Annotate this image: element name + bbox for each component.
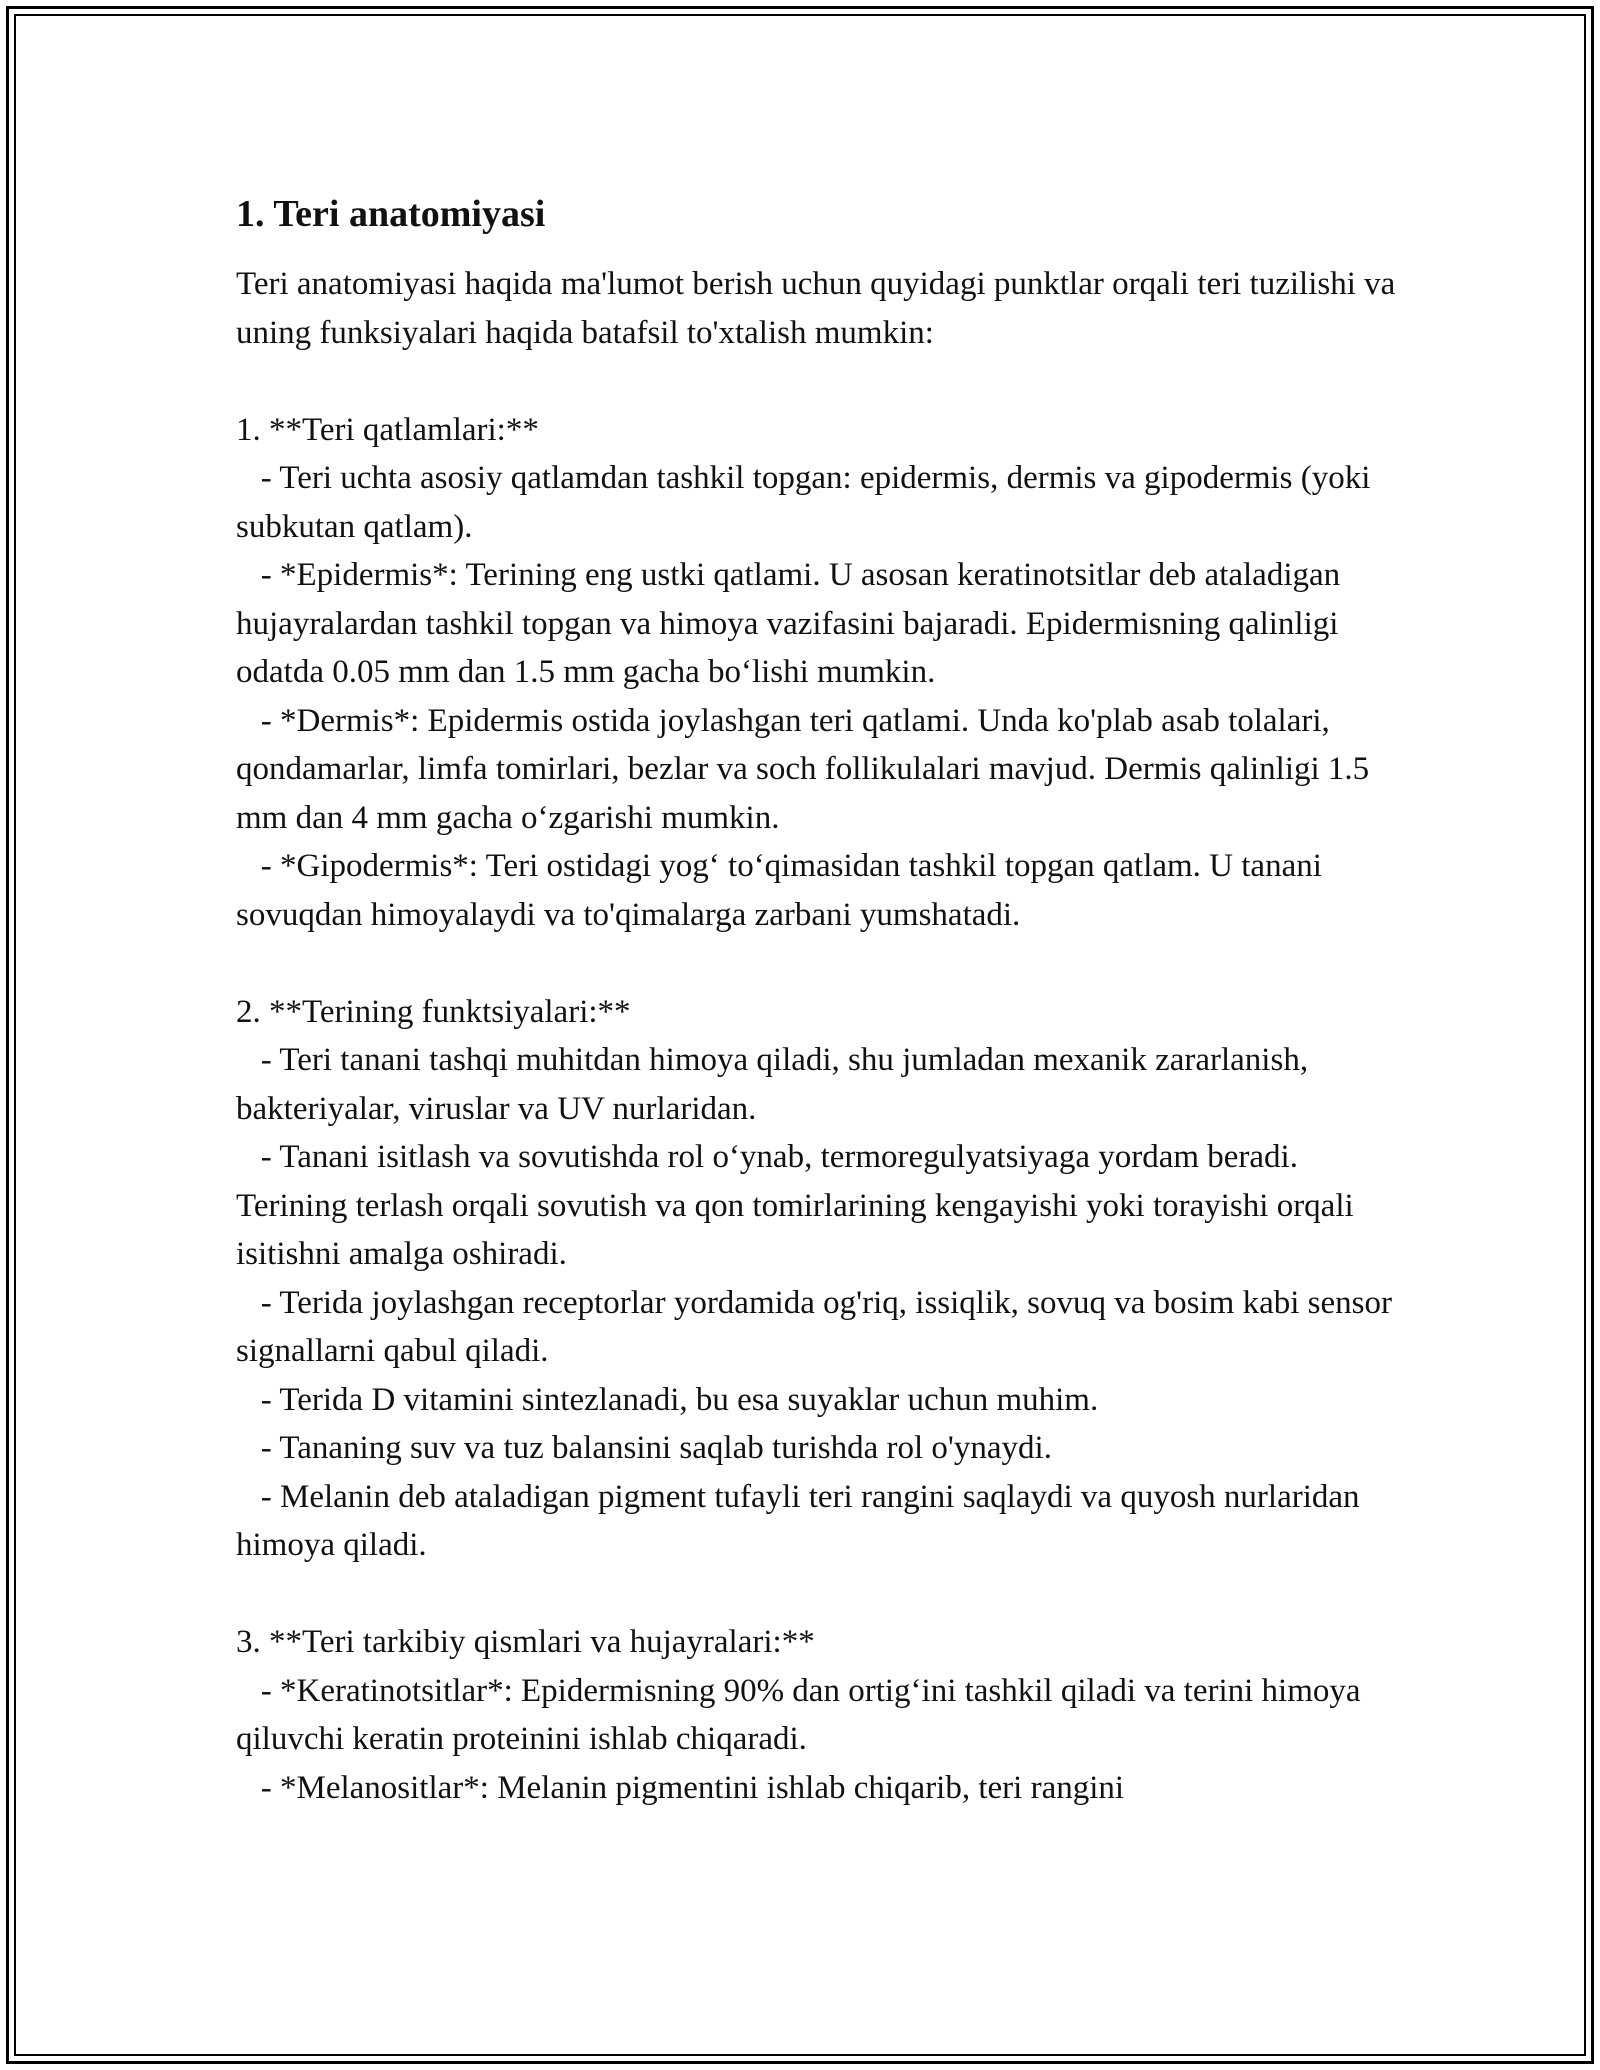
document-body (236, 188, 1401, 1812)
list-item: - Teri uchta asosiy qatlamdan tashkil topgan: epidermis, dermis va gipodermis (yoki subkutan qatlam). (236, 460, 1379, 545)
list-item: - *Gipodermis*: Teri ostidagi yog‘ to‘qimasidan tashkil topgan qatlam. U tanani sovuqdan himoyalaydi va to'qimalarga zarbani yumshatadi. (236, 848, 1331, 933)
section-skin-cells (236, 1618, 1396, 1812)
list-item: - Terida D vitamini sintezlanadi, bu esa suyaklar uchun muhim. (236, 1381, 1099, 1418)
list-item: - Tananing suv va tuz balansini saqlab turishda rol o'ynaydi. (236, 1430, 1052, 1466)
section-heading: 1. **Teri qatlamlari:** (236, 411, 539, 448)
intro-paragraph: Teri anatomiyasi haqida ma'lumot berish uchun quyidagi punktlar orqali teri tuzilishi va uning funksiyalari haqida batafsil to'xtalish mumkin: (236, 266, 1396, 351)
list-item: - *Dermis*: Epidermis ostida joylashgan teri qatlami. Unda ko'plab asab tolalari, qondamarlar, limfa tomirlari, bezlar va soch follikulalari mavjud. Dermis qalinligi 1.5 mm dan 4 mm gacha o‘zgarishi mumkin. (236, 702, 1378, 836)
section-skin-layers (236, 406, 1396, 940)
list-item: - *Melanositlar*: Melanin pigmentini ishlab chiqarib, teri rangini (236, 1769, 1125, 1806)
list-item: - *Keratinotsitlar*: Epidermisning 90% dan ortig‘ini tashkil qiladi va terini himoya qiluvchi keratin proteinini ishlab chiqaradi. (236, 1672, 1369, 1757)
page-title: 1. Teri anatomiyasi (236, 193, 546, 235)
list-item: - *Epidermis*: Terining eng ustki qatlami. U asosan keratinotsitlar deb ataladigan hujayralardan tashkil topgan va himoya vazifasini bajaradi. Epidermisning qalinligi odatda 0.05 mm dan 1.5 mm gacha bo‘lishi mumkin. (236, 557, 1349, 690)
section-heading: 3. **Teri tarkibiy qismlari va hujayralari:** (236, 1624, 815, 1660)
section-heading: 2. **Terining funktsiyalari:** (236, 993, 631, 1030)
list-item: - Terida joylashgan receptorlar yordamida og'riq, issiqlik, sovuq va bosim kabi sensor signallarni qabul qiladi. (236, 1284, 1401, 1369)
list-item: - Teri tanani tashqi muhitdan himoya qiladi, shu jumladan mexanik zararlanish, bakteriyalar, viruslar va UV nurlaridan. (236, 1042, 1317, 1127)
section-skin-functions (236, 988, 1401, 1570)
list-item: - Tanani isitlash va sovutishda rol o‘ynab, termoregulyatsiyaga yordam beradi. Terining terlash orqali sovutish va qon tomirlarining kengayishi yoki torayishi orqali isitishni amalga oshiradi. (236, 1139, 1362, 1272)
list-item: - Melanin deb ataladigan pigment tufayli teri rangini saqlaydi va quyosh nurlaridan himoya qiladi. (236, 1478, 1368, 1563)
